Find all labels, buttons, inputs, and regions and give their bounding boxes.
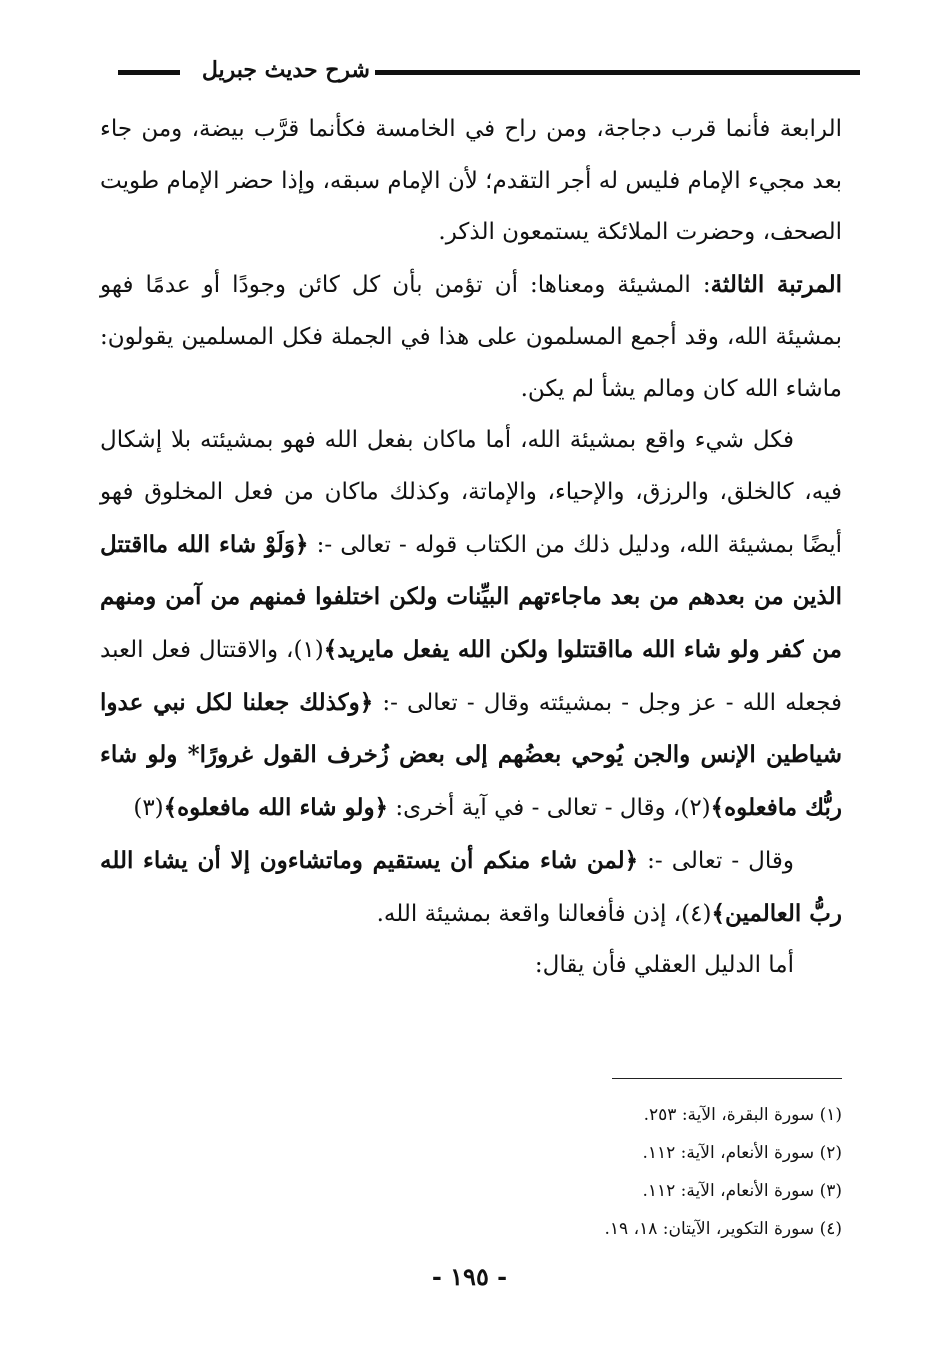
quran-verse-2: ﴿وكذلك جعلنا لكل نبي عدوا شياطين الإنس والجن يُوحي بعضُهم إلى بعض زُخرف القول غرورًا* ولو شاء ربُّك مافعلوه﴾ xyxy=(100,688,842,822)
quran-verse-3: ﴿ولو شاء الله مافعلوه﴾ xyxy=(163,794,389,822)
footnotes xyxy=(540,1096,842,1248)
header-rule-right xyxy=(375,70,860,75)
paragraph-3-part-b: ، والاقتتال فعل العبد فجعله الله - عز وجل - بمشيئته وقال - تعالى -: xyxy=(100,637,842,716)
footnote-1: (١) سورة البقرة، الآية: ٢٥٣. xyxy=(643,1105,842,1125)
rank-label: المرتبة الثالثة xyxy=(710,271,842,299)
paragraph-2-text: : المشيئة ومعناها: أن تؤمن بأن كل كائن وجودًا أو عدمًا فهو بمشيئة الله، وقد أجمع المسلمون على هذا في الجملة فكل المسلمين يقولون: ماشاء الله كان ومالم يشأ لم يكن. xyxy=(100,272,842,402)
footnote-ref-3: (٣) xyxy=(133,795,164,822)
footnote-3: (٣) سورة الأنعام، الآية: ١١٢. xyxy=(642,1181,842,1201)
footnote-4: (٤) سورة التكوير، الآيتان: ١٨، ١٩. xyxy=(604,1219,842,1239)
paragraph-3-part-c: ، وقال - تعالى - في آية أخرى: xyxy=(388,795,681,822)
paragraph-3-part-a: فكل شيء واقع بمشيئة الله، أما ماكان بفعل الله فهو بمشيئته بلا إشكال فيه، كالخلق، والرزق، والإحياء، والإماتة، وكذلك ماكان من فعل المخلوق فهو أيضًا بمشيئة الله، ودليل ذلك من الكتاب قوله - تعالى -: xyxy=(100,427,842,558)
footnote-ref-1: (١) xyxy=(293,637,324,664)
quran-verse-4: ﴿لمن شاء منكم أن يستقيم وماتشاءون إلا أن يشاء الله ربُّ العالمين﴾ xyxy=(100,846,842,927)
paragraph-5: أما الدليل العقلي فأن يقال: xyxy=(534,952,794,979)
paragraph-4-part-a: وقال - تعالى -: xyxy=(638,847,794,874)
header-rule-left xyxy=(118,70,180,75)
body-text xyxy=(100,104,842,992)
paragraph-4 xyxy=(100,835,842,940)
header-title: شرح حديث جبريل xyxy=(201,57,370,83)
page-number: - ١٩٥ - xyxy=(431,1262,508,1291)
footnote-2: (٢) سورة الأنعام، الآية: ١١٢. xyxy=(642,1143,842,1163)
paragraph-3 xyxy=(100,415,842,835)
quran-verse-1: ﴿وَلَوْ شاء الله مااقتتل الذين من بعدهم من بعد ماجاءتهم البيِّنات ولكن اختلفوا فمنهم من آمن ومنهم من كفر ولو شاء الله مااقتتلوا ولكن الله يفعل مايريد﴾ xyxy=(100,530,842,664)
paragraph-1: الرابعة فأنما قرب دجاجة، ومن راح في الخامسة فكأنما قرَّب بيضة، ومن جاء بعد مجيء الإمام فليس له أجر التقدم؛ لأن الإمام سبقه، وإذا حضر الإمام طويت الصحف، وحضرت الملائكة يستمعون الذكر. xyxy=(100,116,842,246)
footnote-ref-4: (٤) xyxy=(681,900,712,927)
running-header xyxy=(118,52,860,88)
footnote-ref-2: (٢) xyxy=(680,795,711,822)
paragraph-2 xyxy=(100,259,842,415)
paragraph-4-part-b: ، إذن فأفعالنا واقعة بمشيئة الله. xyxy=(376,900,682,927)
footnote-separator xyxy=(612,1078,842,1079)
